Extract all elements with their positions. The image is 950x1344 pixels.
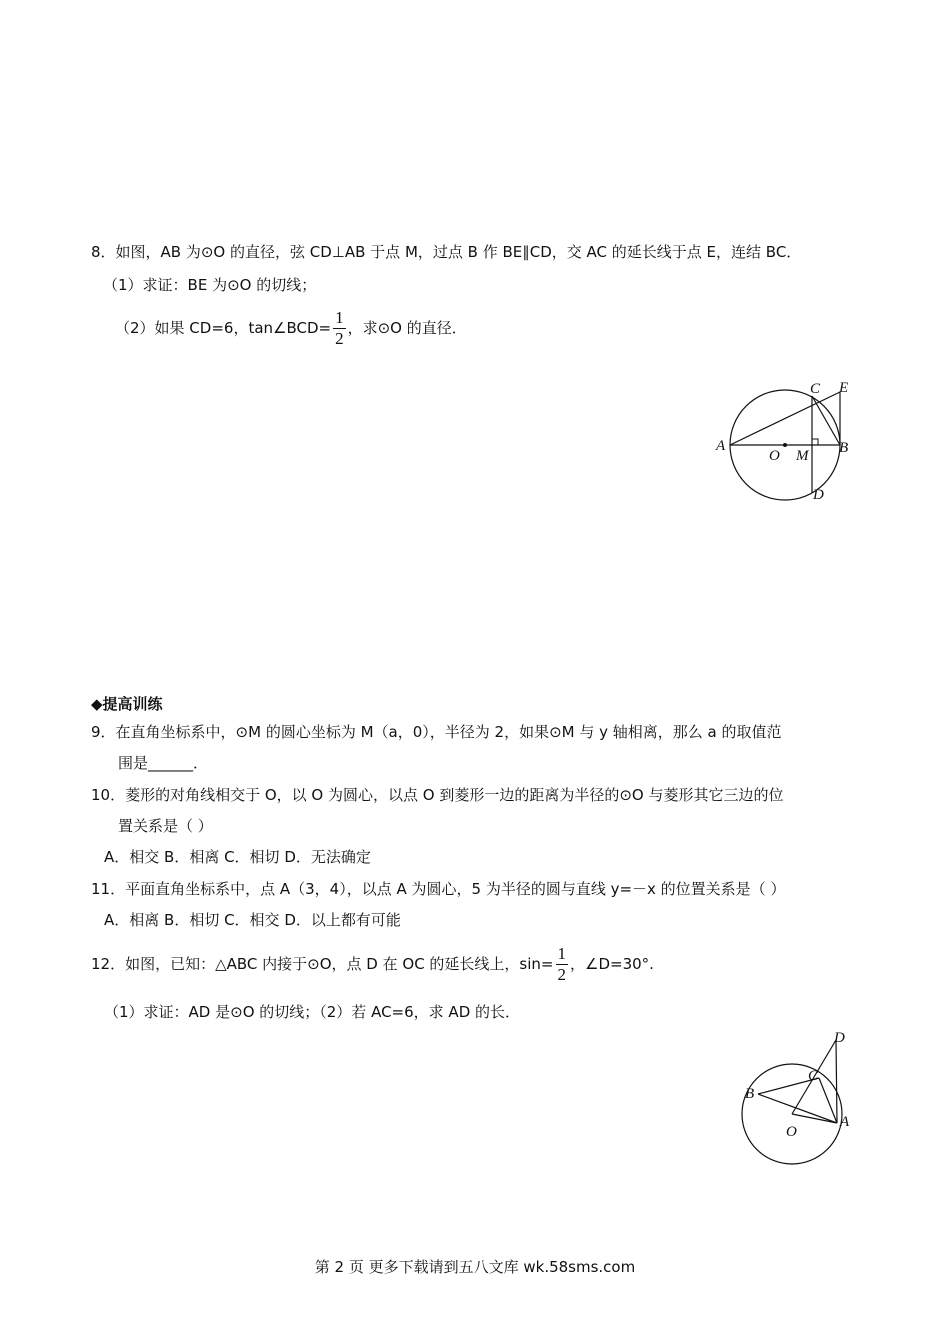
q8-line-bc	[812, 396, 840, 445]
q8-part2-post: ，求⊙O 的直径．	[347, 319, 467, 337]
q8-label-e: E	[839, 380, 849, 396]
q8-stem: 8．如图，AB 为⊙O 的直径，弦 CD⊥AB 于点 M，过点 B 作 BE∥CD，交 AC 的延长线于点 E，连结 BC．	[91, 243, 802, 261]
q8-part1: （1）求证：BE 为⊙O 的切线；	[103, 276, 317, 294]
q10-line1: 10．菱形的对角线相交于 O，以 O 为圆心，以点 O 到菱形一边的距离为半径的⊙O 与菱形其它三边的位	[91, 786, 784, 804]
q8-label-a: A	[716, 438, 726, 454]
q12-label-o: O	[786, 1124, 797, 1140]
q8-right-angle-mark	[812, 439, 818, 445]
q12-fraction	[556, 944, 569, 985]
q12-parts: （1）求证：AD 是⊙O 的切线；（2）若 AC=6，求 AD 的长．	[104, 1003, 521, 1021]
q8-label-c: C	[810, 381, 821, 397]
q12-label-a: A	[840, 1114, 850, 1130]
q12-stem-post: ，∠D=30°.	[570, 955, 654, 973]
q12-label-c: C	[808, 1068, 819, 1084]
q8-label-d: D	[813, 487, 824, 503]
q11-options: A．相离 B．相切 C．相交 D．以上都有可能	[104, 911, 401, 929]
q8-fraction-num: 1	[335, 308, 344, 327]
q12-stem-pre: 12．如图，已知：△ABC 内接于⊙O，点 D 在 OC 的延长线上，sin=	[91, 955, 554, 973]
q8-part2-pre: （2）如果 CD=6，tan∠BCD=	[115, 319, 332, 337]
q8-center-dot	[783, 443, 787, 447]
q12-label-b: B	[745, 1086, 755, 1102]
q12-figure	[740, 1028, 860, 1170]
q12-fraction-den: 2	[557, 965, 566, 984]
q10-options: A．相交 B．相离 C．相切 D．无法确定	[104, 848, 371, 866]
q10-line2: 置关系是（ ）	[118, 817, 213, 835]
q12-fraction-num: 1	[557, 944, 566, 963]
q11-line1: 11．平面直角坐标系中，点 A（3，4），以点 A 为圆心，5 为半径的圆与直线 y=－x 的位置关系是（ ）	[91, 880, 786, 898]
q8-label-o: O	[769, 448, 780, 464]
q9-line1: 9．在直角坐标系中，⊙M 的圆心坐标为 M（a，0），半径为 2，如果⊙M 与 y 轴相离，那么 a 的取值范	[91, 723, 782, 741]
q8-label-b: B	[839, 440, 849, 456]
section-title: ◆提高训练	[91, 695, 163, 713]
q8-line-ae	[730, 392, 840, 445]
page-footer: 第 2 页 更多下载请到五八文库 wk.58sms.com	[314, 1258, 636, 1276]
q12-line-ca	[819, 1078, 837, 1123]
q8-figure	[712, 378, 862, 508]
q9-line2: 围是______．	[118, 754, 209, 772]
q12-stem	[91, 944, 654, 985]
q12-line-ba	[758, 1094, 837, 1123]
q8-fraction-den: 2	[335, 329, 344, 348]
q8-label-m: M	[796, 448, 809, 464]
q8-fraction	[333, 308, 346, 349]
q12-label-d: D	[834, 1030, 845, 1046]
q8-part2	[115, 308, 467, 349]
q12-line-da	[836, 1040, 837, 1123]
